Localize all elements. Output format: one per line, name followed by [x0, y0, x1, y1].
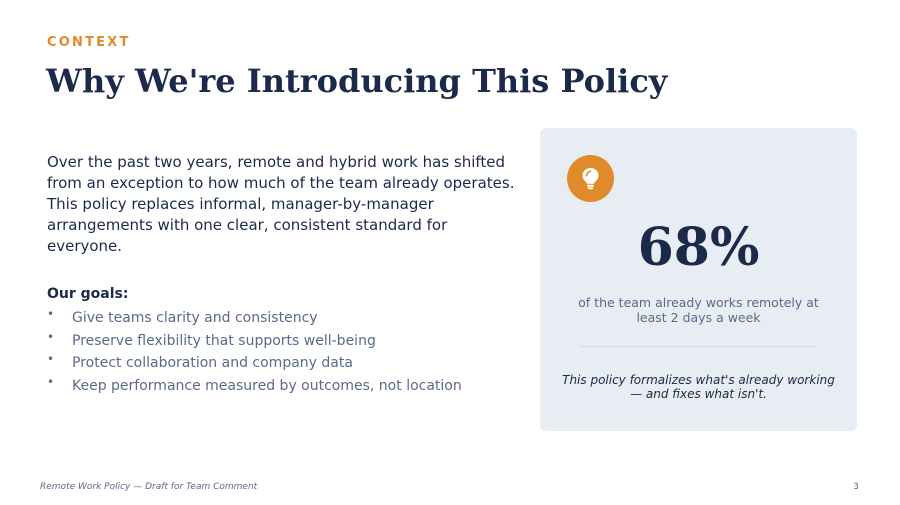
bullet-icon: • — [47, 352, 55, 367]
stat-label: of the team already works remotely at least 2 days a week — [578, 295, 819, 325]
page-title: Why We're Introducing This Policy — [46, 62, 668, 100]
stat-card — [540, 128, 857, 431]
goal-item — [47, 308, 462, 331]
section-kicker: CONTEXT — [47, 35, 131, 50]
bullet-icon: • — [47, 375, 55, 390]
lightbulb-icon — [567, 155, 614, 202]
goal-item-label: Give teams clarity and consistency — [72, 310, 318, 326]
intro-paragraph: Over the past two years, remote and hybrid work has shifted from an exception to how much of the team already operates. This policy replaces informal, manager-by-manager arrangements with one clear, consistent standard for everyone. — [47, 153, 515, 255]
footer-text: Remote Work Policy — Draft for Team Comment — [40, 482, 258, 492]
goals-list — [47, 308, 462, 399]
goal-item-label: Keep performance measured by outcomes, not location — [72, 378, 462, 395]
goal-item — [47, 376, 462, 399]
card-divider — [580, 346, 816, 347]
goal-item — [47, 353, 462, 376]
bullet-icon: • — [47, 307, 55, 321]
stat-value: 68% — [637, 217, 760, 278]
page-number: 3 — [853, 482, 859, 492]
goals-heading: Our goals: — [47, 286, 129, 302]
card-quote: This policy formalizes what's already working — and fixes what isn't. — [562, 373, 835, 401]
bullet-icon: • — [47, 329, 55, 344]
goal-item-label: Preserve flexibility that supports well-being — [72, 332, 376, 349]
goal-item — [47, 331, 462, 354]
goal-item-label: Protect collaboration and company data — [72, 355, 353, 372]
